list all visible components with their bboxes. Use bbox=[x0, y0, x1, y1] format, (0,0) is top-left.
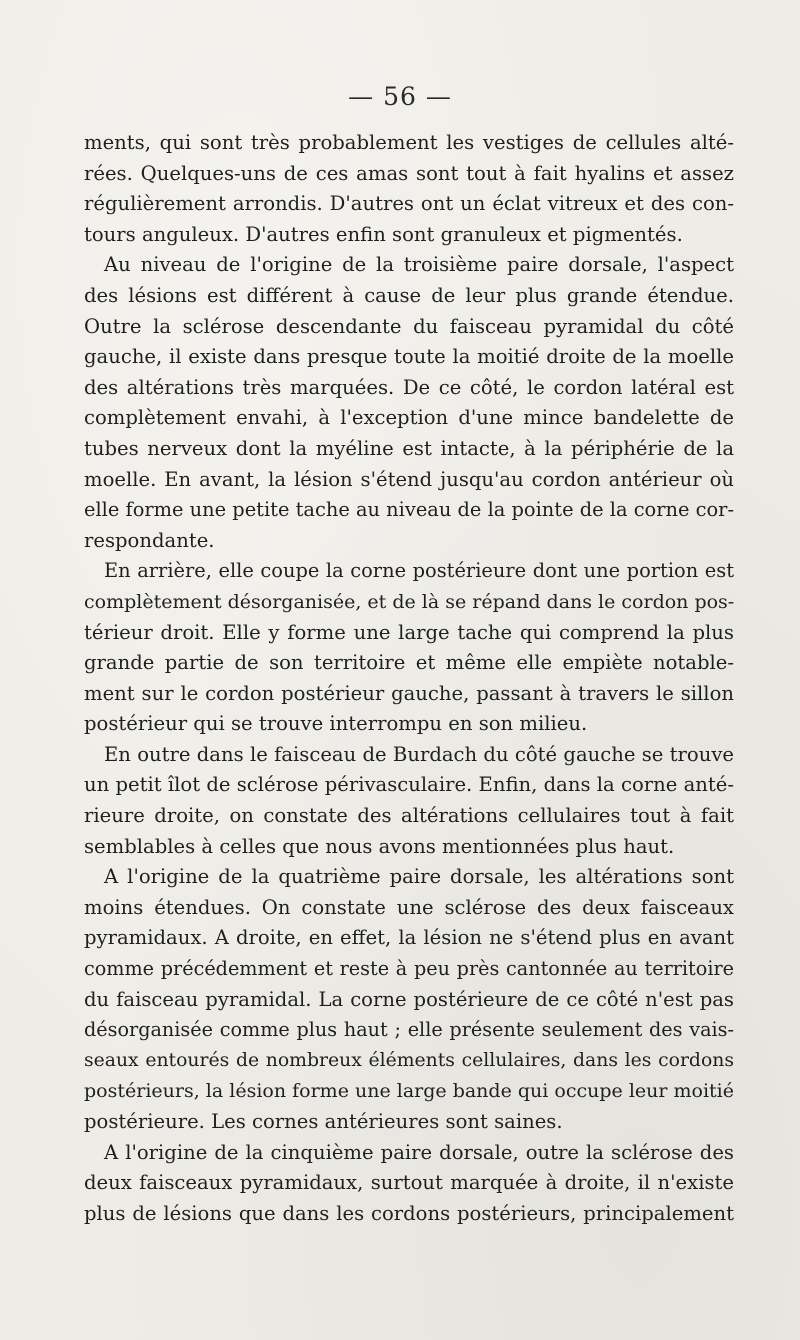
page-number: — 56 — bbox=[348, 82, 452, 111]
text-line: respondante. bbox=[84, 528, 215, 552]
text-line: grande partie de son territoire et même elle empiète notable- bbox=[84, 651, 734, 675]
text-line: moins étendues. On constate une sclérose des deux faisceaux bbox=[84, 895, 734, 919]
text-line: du faisceau pyramidal. La corne postérieure de ce côté n'est pas bbox=[84, 987, 734, 1011]
text-line: rées. Quelques-uns de ces amas sont tout à fait hyalins et assez bbox=[84, 161, 734, 185]
text-line: comme précédemment et reste à peu près cantonnée au territoire bbox=[84, 957, 734, 981]
text-line: En outre dans le faisceau de Burdach du côté gauche se trouve bbox=[104, 742, 734, 766]
text-line: postérieure. Les cornes antérieures sont saines. bbox=[84, 1110, 563, 1133]
text-line: ment sur le cordon postérieur gauche, passant à travers le sillon bbox=[84, 681, 734, 705]
text-line: ments, qui sont très probablement les vestiges de cellules alté- bbox=[84, 131, 734, 154]
text-line: deux faisceaux pyramidaux, surtout marquée à droite, il n'existe bbox=[84, 1171, 734, 1195]
text-line: complètement désorganisée, et de là se répand dans le cordon pos- bbox=[84, 590, 735, 613]
text-line: elle forme une petite tache au niveau de la pointe de la corne cor- bbox=[84, 498, 734, 522]
text-line: gauche, il existe dans presque toute la moitié droite de la moelle bbox=[84, 345, 734, 369]
text-line: moelle. En avant, la lésion s'étend jusqu'au cordon antérieur où bbox=[84, 467, 734, 491]
text-line: postérieur qui se trouve interrompu en son milieu. bbox=[84, 712, 588, 736]
text-line: seaux entourés de nombreux éléments cellulaires, dans les cordons bbox=[84, 1049, 734, 1071]
text-line: A l'origine de la cinquième paire dorsale, outre la sclérose des bbox=[104, 1140, 734, 1164]
text-line: térieur droit. Elle y forme une large tache qui comprend la plus bbox=[84, 620, 734, 644]
text-line: semblables à celles que nous avons mentionnées plus haut. bbox=[84, 834, 675, 858]
text-line: Outre la sclérose descendante du faisceau pyramidal du côté bbox=[84, 314, 734, 338]
text-line: rieure droite, on constate des altérations cellulaires tout à fait bbox=[84, 804, 734, 828]
text-line: En arrière, elle coupe la corne postérieure dont une portion est bbox=[104, 559, 734, 583]
text-line: un petit îlot de sclérose périvasculaire. Enfin, dans la corne anté- bbox=[84, 773, 734, 797]
text-line: postérieurs, la lésion forme une large bande qui occupe leur moitié bbox=[84, 1080, 734, 1103]
text-line: désorganisée comme plus haut ; elle présente seulement des vais- bbox=[84, 1018, 734, 1042]
text-line: tours anguleux. D'autres enfin sont granuleux et pigmentés. bbox=[84, 222, 683, 246]
text-line: tubes nerveux dont la myéline est intacte, à la périphérie de la bbox=[84, 436, 734, 460]
text-line: des altérations très marquées. De ce côté, le cordon latéral est bbox=[84, 375, 734, 399]
text-line: A l'origine de la quatrième paire dorsale, les altérations sont bbox=[104, 865, 734, 889]
text-line: régulièrement arrondis. D'autres ont un éclat vitreux et des con- bbox=[84, 192, 734, 216]
page-body-text bbox=[84, 128, 734, 1229]
text-line: complètement envahi, à l'exception d'une mince bandelette de bbox=[84, 406, 734, 430]
text-line: plus de lésions que dans les cordons postérieurs, principalement bbox=[84, 1201, 734, 1225]
text-line: pyramidaux. A droite, en effet, la lésion ne s'étend plus en avant bbox=[84, 926, 734, 950]
text-line: Au niveau de l'origine de la troisième paire dorsale, l'aspect bbox=[104, 253, 734, 277]
text-line: des lésions est différent à cause de leur plus grande étendue. bbox=[84, 283, 734, 307]
